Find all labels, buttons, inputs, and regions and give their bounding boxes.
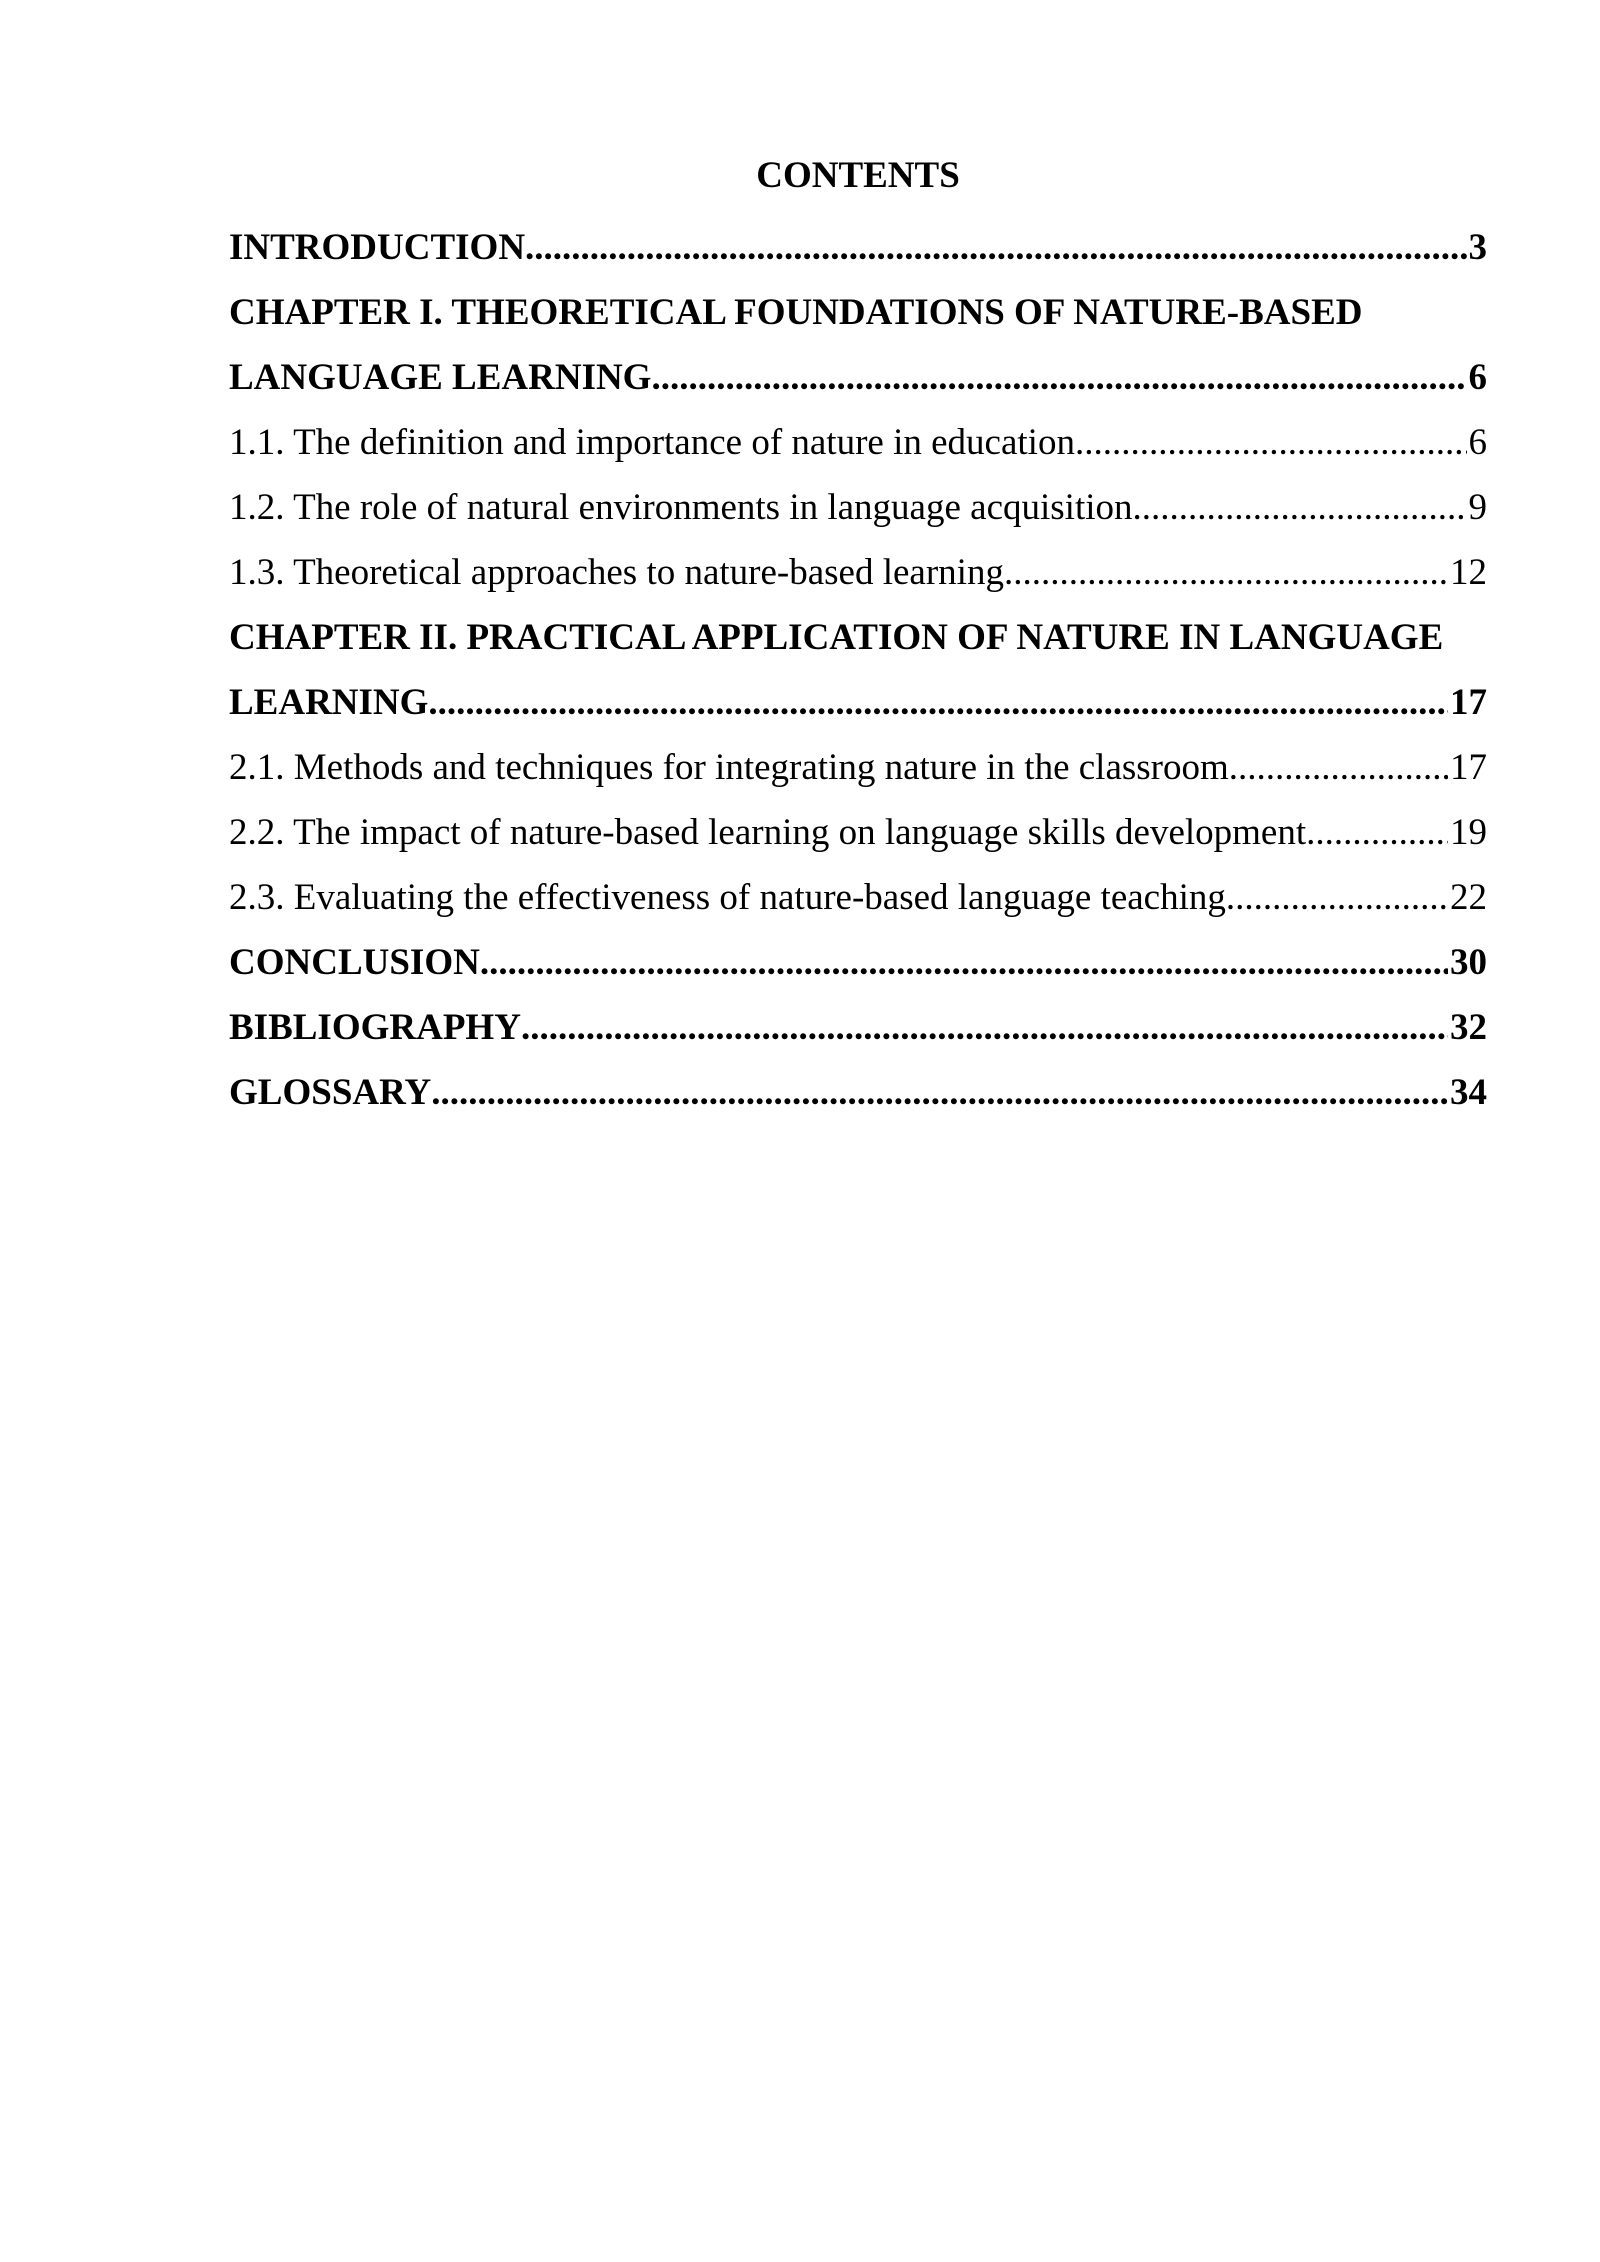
leader-dots	[1226, 865, 1448, 930]
toc-entry-label: 1.3. Theoretical approaches to nature-based learning	[229, 552, 1004, 593]
toc-entry-bibliography[interactable]	[229, 995, 1487, 1060]
leader-dots	[1229, 735, 1448, 800]
toc-entry-label: CONCLUSION	[229, 942, 480, 983]
leader-dots	[1075, 410, 1467, 475]
toc-entry-page: 17	[1450, 747, 1487, 788]
leader-dots	[525, 215, 1466, 280]
toc-entry-page: 22	[1450, 877, 1487, 918]
leader-dots	[1306, 800, 1448, 865]
toc-entry-label: 2.1. Methods and techniques for integrating nature in the classroom	[229, 747, 1229, 788]
leader-dots	[431, 1060, 1448, 1125]
toc-entry-page: 17	[1450, 682, 1487, 723]
toc-entry-page: 3	[1468, 227, 1487, 268]
toc-entry-section-1-1[interactable]	[229, 410, 1487, 475]
leader-dots	[1133, 475, 1467, 540]
toc-entry-section-1-3[interactable]	[229, 540, 1487, 605]
toc-title: CONTENTS	[756, 155, 960, 196]
toc-entry-conclusion[interactable]	[229, 930, 1487, 995]
toc-entry-page: 32	[1450, 1007, 1487, 1048]
toc-entry-label: CHAPTER I. THEORETICAL FOUNDATIONS OF NATURE-BASED	[229, 292, 1363, 333]
leader-dots	[651, 345, 1466, 410]
toc-entry-page: 12	[1450, 552, 1487, 593]
toc-entry-label-continued: LEARNING	[229, 682, 429, 723]
toc-entry-page: 19	[1450, 812, 1487, 853]
toc-entry-label: 2.2. The impact of nature-based learning on language skills development	[229, 812, 1307, 853]
toc-entry-page: 34	[1450, 1072, 1487, 1113]
toc-entry-label: 1.1. The definition and importance of nature in education	[229, 422, 1075, 463]
toc-entry-page: 6	[1468, 357, 1487, 398]
toc-entry-page: 9	[1468, 487, 1487, 528]
toc-entry-chapter-2[interactable]	[229, 605, 1487, 735]
leader-dots	[1004, 540, 1448, 605]
table-of-contents	[229, 150, 1487, 1125]
toc-entry-page: 30	[1450, 942, 1487, 983]
toc-entry-label: INTRODUCTION	[229, 227, 526, 268]
toc-entry-chapter-1[interactable]	[229, 280, 1487, 410]
toc-entry-label: CHAPTER II. PRACTICAL APPLICATION OF NATURE IN LANGUAGE	[229, 617, 1444, 658]
toc-entry-page: 6	[1468, 422, 1487, 463]
toc-entry-section-2-3[interactable]	[229, 865, 1487, 930]
toc-entry-section-2-1[interactable]	[229, 735, 1487, 800]
leader-dots	[428, 670, 1448, 735]
toc-entry-section-2-2[interactable]	[229, 800, 1487, 865]
toc-entry-label: 1.2. The role of natural environments in language acquisition	[229, 487, 1133, 528]
toc-entry-label-continued: LANGUAGE LEARNING	[229, 357, 652, 398]
toc-entry-section-1-2[interactable]	[229, 475, 1487, 540]
toc-entry-introduction[interactable]	[229, 215, 1487, 280]
leader-dots	[480, 930, 1448, 995]
toc-entry-label: GLOSSARY	[229, 1072, 432, 1113]
toc-entry-glossary[interactable]	[229, 1060, 1487, 1125]
toc-entry-label: BIBLIOGRAPHY	[229, 1007, 521, 1048]
leader-dots	[521, 995, 1448, 1060]
toc-entry-label: 2.3. Evaluating the effectiveness of nature-based language teaching	[229, 877, 1226, 918]
